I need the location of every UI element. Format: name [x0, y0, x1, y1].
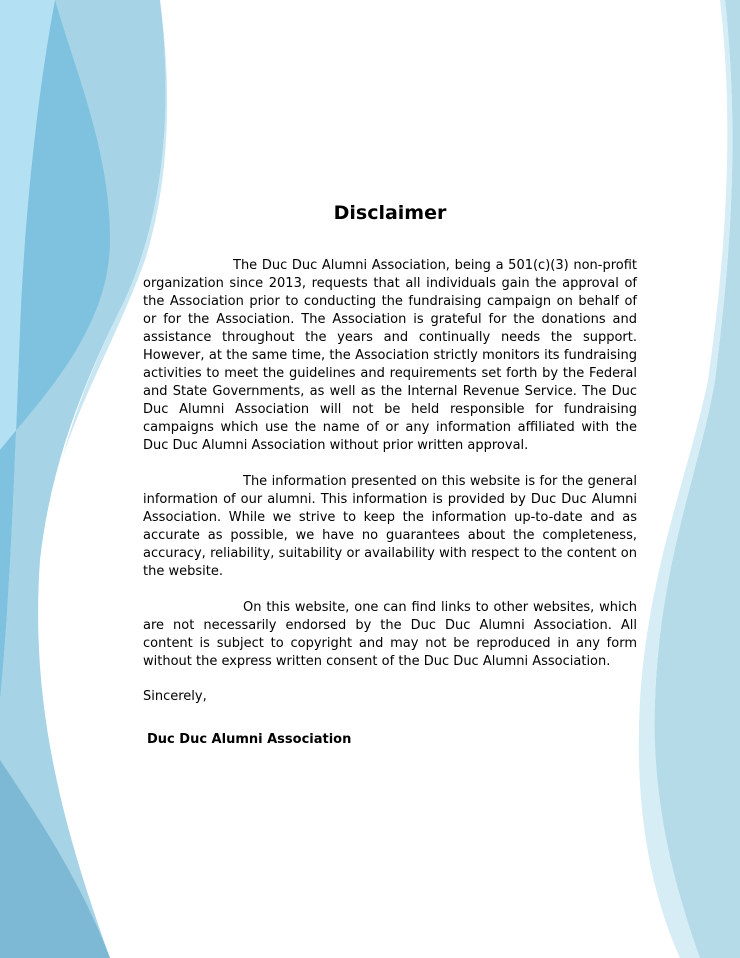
signature: Duc Duc Alumni Association	[147, 732, 352, 747]
paragraph-links: On this website, one can find links to other websites, which are not necessarily endorsed by the Duc Duc Alumni Association. All content is subject to copyright and may not be reproduced in any form without the express written consent of the Duc Duc Alumni Association.	[143, 600, 637, 669]
right-wave-mid	[654, 0, 740, 958]
paragraph-fundraising: The Duc Duc Alumni Association, being a 501(c)(3) non-profit organization since 2013, requests that all individuals gain the approval of the Association prior to conducting the fundraising campaign on behalf of or for the Association. The Association is grateful for the donations and assistance throughout the years and continually needs the support. However, at the same time, the Association strictly monitors its fundraising activities to meet the guidelines and requirements set forth by the Federal and State Governments, as well as the Internal Revenue Service. The Duc Duc Alumni Association will not be held responsible for fundraising campaigns which use the name of or any information affiliated with the Duc Duc Alumni Association without prior written approval.	[143, 258, 637, 453]
paragraph-information: The information presented on this website is for the general information of our alumni. This information is provided by Duc Duc Alumni Association. While we strive to keep the information up-to-date and as accurate as possible, we have no guarantees about the completeness, accuracy, reliability, suitability or availability with respect to the content on the website.	[143, 474, 637, 579]
page-title: Disclaimer	[333, 202, 447, 224]
closing-salutation: Sincerely,	[143, 689, 207, 704]
